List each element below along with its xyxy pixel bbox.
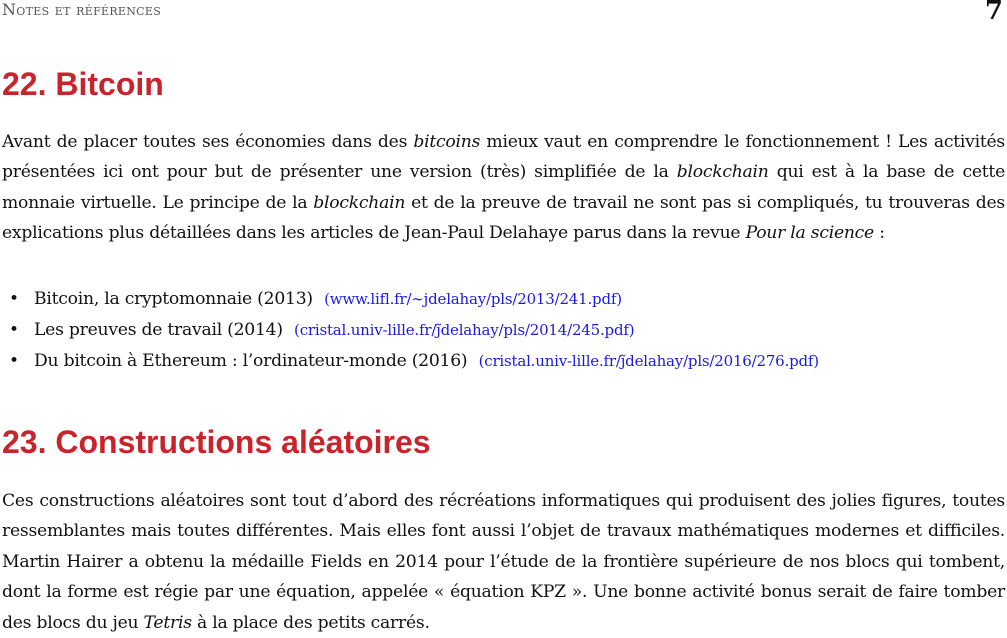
reference-label: Du bitcoin à Ethereum : l’ordinateur-monde (2016) [34, 351, 468, 371]
text-run: Ces constructions aléatoires sont tout d’abord des récréations informatiques qui produisent des jolies figures, toutes ressemblantes mais toutes différentes. Mais elles font aussi l’objet de travaux mathématiques modernes et difficiles. Martin Hairer a obtenu la médaille Fields en 2014 pour l’étude de la frontière supérieure de nos blocs qui tombent, dont la forme est régie par une équation, appelée « équation KPZ ». Une bonne activité bonus serait de faire tomber des blocs du jeu [2, 491, 1005, 633]
reference-item [0, 346, 1007, 377]
reference-item [0, 315, 1007, 346]
emphasis-journal-title: Pour la science [745, 223, 874, 244]
reference-label: Les preuves de travail (2014) [34, 320, 283, 340]
text-run: mieux vaut en comprendre le fonctionnement ! Les activités présentées ici ont pour but de présenter une version (très) simplifiée de la [2, 132, 1005, 183]
text-run: Avant de placer toutes ses économies dans des [2, 132, 414, 152]
bullet-icon: • [9, 289, 19, 309]
text-run: qui est à la base de cette monnaie virtuelle. Le principe de la [2, 162, 1005, 213]
reference-item [0, 284, 1007, 315]
bullet-icon: • [9, 351, 19, 371]
reference-link[interactable]: (cristal.univ-lille.fr/j̃delahay/pls/2016/276.pdf) [478, 352, 819, 370]
reference-label: Bitcoin, la cryptomonnaie (2013) [34, 289, 313, 309]
running-header: Notes et références [2, 0, 162, 19]
emphasis-tetris: Tetris [143, 612, 192, 633]
emphasis-blockchain: blockchain [676, 162, 769, 183]
bullet-icon: • [9, 320, 19, 340]
reference-list [0, 284, 1007, 377]
emphasis-blockchain: blockchain [313, 192, 406, 213]
emphasis-bitcoins: bitcoins [413, 132, 481, 152]
page-number: 7 [984, 0, 1003, 26]
text-run: : [873, 223, 885, 244]
reference-link[interactable]: (www.lifl.fr/∼jdelahay/pls/2013/241.pdf) [324, 290, 622, 308]
random-constructions-paragraph [2, 486, 1005, 638]
text-run: à la place des petits carrés. [191, 612, 430, 633]
reference-link[interactable]: (cristal.univ-lille.fr/j̃delahay/pls/2014/245.pdf) [294, 321, 635, 339]
section-title-random-constructions: 23. Constructions aléatoires [2, 424, 431, 460]
section-title-bitcoin: 22. Bitcoin [2, 66, 164, 102]
bitcoin-paragraph [2, 127, 1005, 249]
text-run: et de la preuve de travail ne sont pas si compliqués, tu trouveras des explications plus détaillées dans les articles de Jean-Paul Delahaye parus dans la revue [2, 192, 1005, 244]
